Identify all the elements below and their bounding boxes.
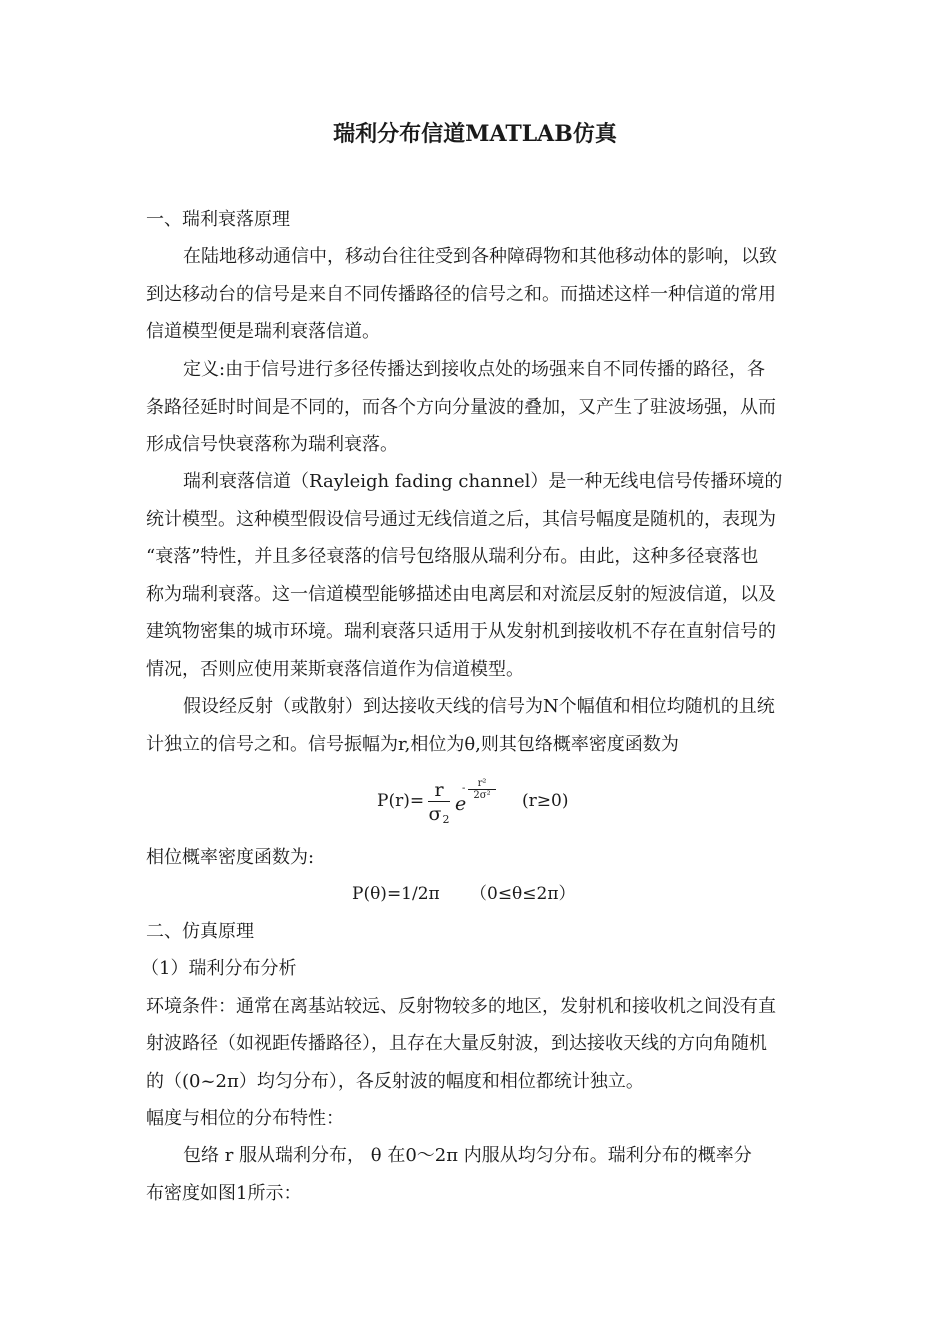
distribution-heading: 幅度与相位的分布特性： — [146, 1108, 344, 1129]
para4-line2: 计独立的信号之和。信号振幅为r,相位为θ,则其包络概率密度函数为 — [146, 734, 679, 755]
para3-line1: 瑞利衰落信道（Rayleigh fading channel）是一种无线电信号传播环境的 — [183, 471, 783, 492]
env-line1: 环境条件：通常在离基站较远、反射物较多的地区，发射机和接收机之间没有直 — [146, 996, 776, 1017]
para1-line2: 到达移动台的信号是来自不同传播路径的信号之和。而描述这样一种信道的常用 — [146, 284, 776, 305]
para3-line5: 建筑物密集的城市环境。瑞利衰落只适用于从发射机到接收机不存在直射信号的 — [146, 621, 776, 642]
formula2-condition: （0≤θ≤2π） — [470, 884, 576, 904]
formula1-fraction — [428, 780, 450, 831]
formula1-numerator: r — [434, 779, 444, 801]
para3-line6: 情况，否则应使用莱斯衰落信道作为信道模型。 — [146, 659, 524, 680]
env-line2: 射波路径（如视距传播路径），且存在大量反射波，到达接收天线的方向角随机 — [146, 1033, 767, 1054]
para4-line1: 假设经反射（或散射）到达接收天线的信号为N个幅值和相位均随机的且统 — [183, 696, 775, 717]
para1-line3: 信道模型便是瑞利衰落信道。 — [146, 321, 380, 342]
para2-line3: 形成信号快衰落称为瑞利衰落。 — [146, 434, 398, 455]
formula2-expr: P(θ)=1/2π — [352, 884, 440, 904]
env-line3: 的（(0~2π）均匀分布），各反射波的幅度和相位都统计独立。 — [146, 1071, 644, 1092]
section2-subheading: （1）瑞利分布分析 — [141, 958, 297, 979]
formula1-lhs: P(r)= — [377, 791, 425, 811]
formula1-fraction-bar — [428, 801, 450, 802]
formula1-base: e — [455, 793, 467, 815]
para2-line2: 条路径延时时间是不同的，而各个方向分量波的叠加，又产生了驻波场强，从而 — [146, 397, 776, 418]
section1-heading: 一、瑞利衰落原理 — [146, 209, 290, 230]
formula1-denominator: σ — [428, 803, 442, 825]
para3-line4: 称为瑞利衰落。这一信道模型能够描述由电离层和对流层反射的短波信道，以及 — [146, 584, 776, 605]
para3-line3: “衰落”特性，并且多径衰落的信号包络服从瑞利分布。由此，这种多径衰落也 — [146, 546, 759, 567]
formula1-exp-denominator: 2σ² — [473, 790, 491, 801]
document-title: 瑞利分布信道MATLAB仿真 — [333, 121, 617, 147]
formula1-exponent — [462, 778, 496, 801]
formula1-denominator-exp: 2 — [442, 813, 450, 826]
formula1-exp-numerator: r² — [477, 778, 487, 789]
phase-pdf-label: 相位概率密度函数为: — [146, 847, 315, 868]
section2-heading: 二、仿真原理 — [146, 921, 254, 942]
dist-line2: 布密度如图1所示： — [146, 1183, 302, 1204]
para1-line1: 在陆地移动通信中，移动台往往受到各种障碍物和其他移动体的影响，以致 — [183, 246, 777, 267]
formula1-exp-sign: - — [462, 783, 466, 794]
formula1-condition: (r≥0) — [522, 791, 569, 811]
para2-line1: 定义:由于信号进行多径传播达到接收点处的场强来自不同传播的路径，各 — [183, 359, 766, 380]
para3-line2: 统计模型。这种模型假设信号通过无线信道之后，其信号幅度是随机的，表现为 — [146, 509, 776, 530]
dist-line1: 包络 r 服从瑞利分布， θ 在0～2π 内服从均匀分布。瑞利分布的概率分 — [183, 1145, 752, 1166]
